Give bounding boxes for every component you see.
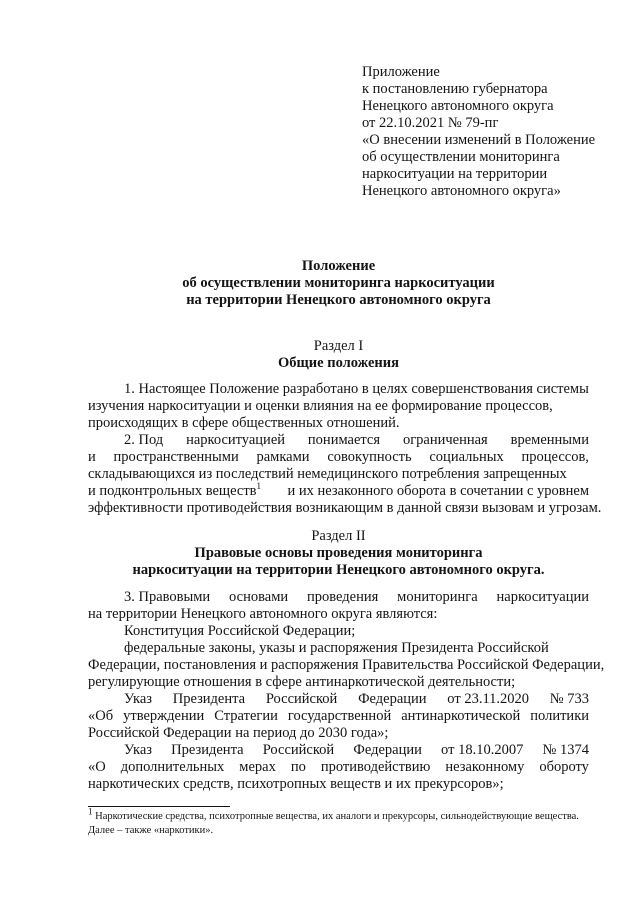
word: складывающихся из последствий немедицинского потребления запрещенных xyxy=(88,466,567,482)
word: и их незаконного оборота в сочетании с уровнем xyxy=(287,483,589,499)
word: эффективности противодействия возникающим в данной связи вызовам и угрозам. xyxy=(88,500,602,516)
appendix-block xyxy=(362,64,632,200)
word: политики xyxy=(530,708,589,724)
word: Федерации xyxy=(358,691,427,707)
footnote-separator xyxy=(88,806,230,807)
word: от 23.11.2020 xyxy=(447,691,530,707)
paragraph-1 xyxy=(88,381,589,432)
title-line: Положение xyxy=(301,258,376,274)
text-line xyxy=(88,381,589,398)
text-line xyxy=(88,606,589,623)
word: федеральные законы, указы и распоряжения Президента Российской xyxy=(124,640,549,656)
text-line xyxy=(88,674,589,691)
section-1-title: Общие положения xyxy=(278,355,399,371)
word-text: и подконтрольных веществ xyxy=(88,483,257,499)
section-2-heading xyxy=(88,528,589,579)
word: Указ xyxy=(124,691,152,707)
appendix-line: об осуществлении мониторинга xyxy=(362,149,560,165)
text-line xyxy=(88,708,589,725)
text-line xyxy=(88,398,589,415)
appendix-line: от 22.10.2021 № 79-пг xyxy=(362,115,499,131)
word: государственной xyxy=(287,708,392,724)
title-line: об осуществлении мониторинга наркоситуации xyxy=(182,275,495,291)
appendix-line: Ненецкого автономного округа xyxy=(362,98,554,114)
document-title xyxy=(88,258,589,309)
word: ограниченная xyxy=(402,432,488,448)
word: Президента xyxy=(172,691,246,707)
text-line xyxy=(88,691,589,708)
footnote-marker: 1 xyxy=(88,806,93,817)
word: «Об xyxy=(88,708,114,724)
word: понимается xyxy=(307,432,381,448)
word: 1. Настоящее Положение разработано в целях совершенствования системы xyxy=(124,381,589,397)
word: социальных xyxy=(429,449,504,465)
word: 2. Под xyxy=(124,432,164,448)
word: Федерации, постановления и распоряжения Правительства Российской Федерации, xyxy=(88,657,605,673)
word: 3. Правовыми xyxy=(124,589,211,605)
word: временными xyxy=(510,432,589,448)
word: от 18.10.2007 xyxy=(441,742,524,758)
section-2-title-line: наркоситуации на территории Ненецкого автономного округа. xyxy=(132,562,545,578)
word: противодействию xyxy=(320,759,431,775)
word: № 733 xyxy=(549,691,589,707)
text-line xyxy=(88,759,589,776)
word: Российской xyxy=(262,742,335,758)
title-line: на территории Ненецкого автономного округа xyxy=(186,292,491,308)
text-line xyxy=(88,776,589,793)
word: и xyxy=(88,449,96,465)
text-line xyxy=(88,640,589,657)
text-line xyxy=(88,500,602,517)
text-line xyxy=(88,742,589,759)
appendix-line: Приложение xyxy=(362,64,440,80)
word: процессов, xyxy=(521,449,589,465)
word: утверждении xyxy=(123,708,205,724)
word: наркоситуации xyxy=(496,589,589,605)
text-line xyxy=(88,449,589,466)
word: изучения наркоситуации и оценки влияния на ее формирование процессов, xyxy=(88,398,553,414)
text-line xyxy=(88,432,589,449)
text-line xyxy=(88,589,589,606)
list-item-constitution: Конституция Российской Федерации; xyxy=(124,623,356,639)
footnote xyxy=(88,806,593,838)
word: на территории Ненецкого автономного округа являются: xyxy=(88,606,438,622)
word: «О xyxy=(88,759,106,775)
word: наркотических средств, психотропных веществ и их прекурсоров»; xyxy=(88,776,504,792)
footnote-line xyxy=(88,806,593,824)
appendix-line: к постановлению губернатора xyxy=(362,81,548,97)
text-line xyxy=(88,725,589,742)
word: рамками xyxy=(256,449,310,465)
appendix-line: «О внесении изменений в Положение xyxy=(362,132,596,148)
section-2-number: Раздел II xyxy=(311,528,366,544)
appendix-line: наркоситуации на территории xyxy=(362,166,548,182)
word: дополнительных xyxy=(120,759,225,775)
word: основами xyxy=(229,589,289,605)
word: происходящих в сфере общественных отношений. xyxy=(88,415,400,431)
paragraph-2 xyxy=(88,432,602,517)
word: регулирующие отношения в сфере антинаркотической деятельности; xyxy=(88,674,516,690)
paragraph-3 xyxy=(88,589,605,793)
word: мерах xyxy=(239,759,276,775)
word: антинаркотической xyxy=(401,708,521,724)
footnote-reference: 1 xyxy=(256,481,261,492)
word: проведения xyxy=(307,589,379,605)
word: Федерации xyxy=(353,742,422,758)
word: пространственными xyxy=(113,449,239,465)
word: незаконному xyxy=(445,759,525,775)
word: Стратегии xyxy=(214,708,278,724)
appendix-line: Ненецкого автономного округа» xyxy=(362,183,561,199)
word: № 1374 xyxy=(542,742,589,758)
word: обороту xyxy=(539,759,589,775)
word: Российской xyxy=(265,691,338,707)
text-line xyxy=(88,466,589,483)
word: Указ xyxy=(124,742,152,758)
section-1-heading xyxy=(88,338,589,372)
word: наркоситуацией xyxy=(186,432,286,448)
section-1-number: Раздел I xyxy=(313,338,364,354)
word: совокупность xyxy=(327,449,412,465)
word: мониторинга xyxy=(397,589,478,605)
word: Президента xyxy=(171,742,244,758)
word: по xyxy=(290,759,306,775)
footnote-line: Далее – также «наркотики». xyxy=(88,825,214,836)
text-line xyxy=(88,623,589,640)
footnote-text: Наркотические средства, психотропные вещества, их аналоги и прекурсоры, сильнодействующие вещества. xyxy=(95,811,579,822)
text-line xyxy=(88,657,605,674)
word: Российской Федерации на период до 2030 года»; xyxy=(88,725,389,741)
text-line xyxy=(88,483,589,500)
word xyxy=(88,483,261,500)
section-2-title-line: Правовые основы проведения мониторинга xyxy=(194,545,483,561)
text-line xyxy=(88,415,589,432)
